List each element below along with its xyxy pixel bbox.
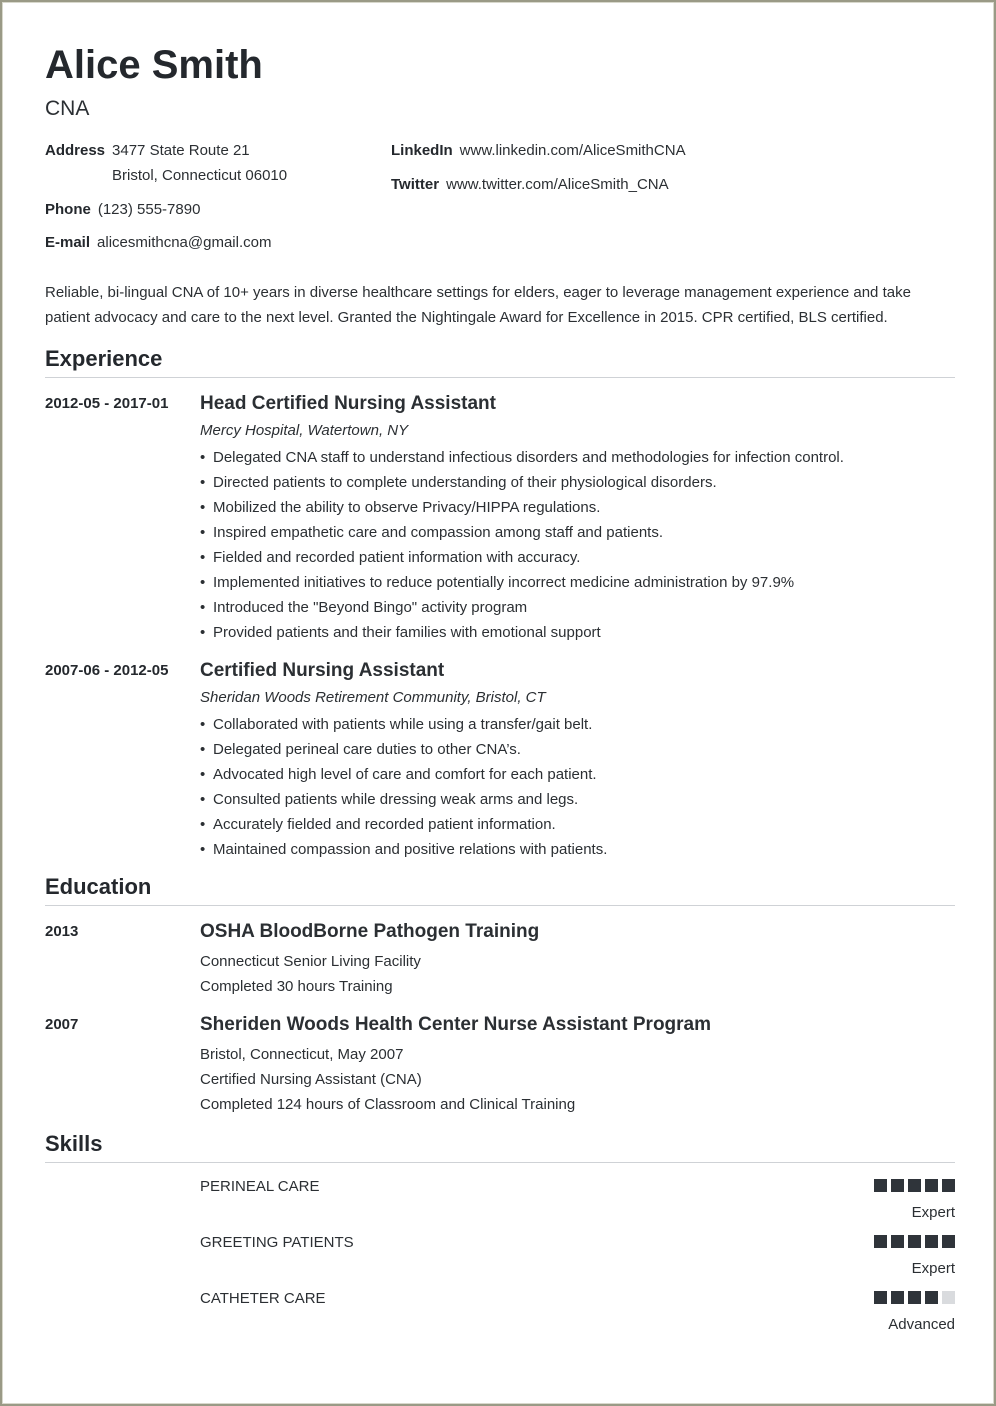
experience-bullet: • Provided patients and their families with emotional support [200,620,955,645]
skill-name: GREETING PATIENTS [200,1234,354,1251]
summary: Reliable, bi-lingual CNA of 10+ years in diverse healthcare settings for elders, eager to leverage management experience and take patient advocacy and care to the next level. Granted the Nightingale Award for Excellence in 2015. CPR certified, BLS certified. [45,284,911,326]
experience-bullet: • Delegated CNA staff to understand infectious disorders and methodologies for infection control. [200,445,955,470]
education-entry [45,1013,955,1117]
education-line: Connecticut Senior Living Facility [200,953,421,970]
address-row [45,142,250,159]
experience-bullet: • Fielded and recorded patient information with accuracy. [200,545,955,570]
experience-entry [45,659,955,862]
experience-bullet: • Accurately fielded and recorded patient information. [200,812,955,837]
skill-rating-dots [874,1291,955,1304]
rating-filled-square-icon [874,1235,887,1248]
experience-bullet: • Introduced the "Beyond Bingo" activity program [200,595,955,620]
phone-value: (123) 555-7890 [97,201,201,218]
experience-body [200,392,955,645]
education-line: Bristol, Connecticut, May 2007 [200,1046,404,1063]
resume-content [45,42,955,1331]
education-title: Sheriden Woods Health Center Nurse Assistant Program [200,1014,712,1035]
experience-title: Head Certified Nursing Assistant [200,393,496,414]
education-year: 2013 [45,923,79,940]
rating-filled-square-icon [908,1179,921,1192]
experience-bullet: • Advocated high level of care and comfort for each patient. [200,762,955,787]
experience-heading: Experience [45,346,955,378]
skills-list [45,1177,955,1331]
candidate-title: CNA [45,97,90,120]
email-row [45,234,271,251]
experience-entry [45,392,955,645]
skill-row [45,1233,955,1275]
education-list [45,920,955,1117]
skill-name: PERINEAL CARE [200,1178,320,1195]
twitter-label: Twitter [391,176,440,193]
education-line: Completed 124 hours of Classroom and Clinical Training [200,1096,576,1113]
skill-level: Expert [911,1204,955,1221]
phone-label: Phone [45,201,91,218]
linkedin-row [391,142,686,159]
skill-rating [755,1177,955,1219]
address-line2-row [112,167,287,184]
education-details [200,1042,955,1117]
skill-spacer [45,1289,200,1331]
experience-company: Sheridan Woods Retirement Community, Bristol, CT [200,689,546,706]
rating-filled-square-icon [891,1179,904,1192]
rating-filled-square-icon [925,1235,938,1248]
rating-filled-square-icon [908,1235,921,1248]
twitter-link[interactable]: www.twitter.com/AliceSmith_CNA [446,176,669,193]
rating-filled-square-icon [874,1179,887,1192]
experience-bullet: • Inspired empathetic care and compassion among staff and patients. [200,520,955,545]
email-label: E-mail [45,234,91,251]
experience-company: Mercy Hospital, Watertown, NY [200,422,409,439]
rating-filled-square-icon [891,1235,904,1248]
experience-bullets [200,712,955,862]
experience-dates: 2012-05 - 2017-01 [45,395,169,412]
skill-level: Expert [911,1260,955,1277]
experience-bullet: • Maintained compassion and positive relations with patients. [200,837,955,862]
skill-rating-dots [874,1235,955,1248]
education-year: 2007 [45,1016,79,1033]
education-body [200,920,955,999]
experience-list [45,392,955,862]
skill-level: Advanced [888,1316,955,1333]
skill-row [45,1289,955,1331]
skill-rating [755,1233,955,1275]
experience-bullet: • Consulted patients while dressing weak arms and legs. [200,787,955,812]
education-title: OSHA BloodBorne Pathogen Training [200,921,540,942]
experience-title: Certified Nursing Assistant [200,660,445,681]
skills-heading: Skills [45,1131,955,1163]
skill-spacer [45,1177,200,1219]
phone-row [45,201,200,218]
address-label: Address [45,142,106,159]
experience-bullet: • Directed patients to complete understanding of their physiological disorders. [200,470,955,495]
email-value[interactable]: alicesmithcna@gmail.com [97,234,272,251]
candidate-name: Alice Smith [45,43,263,87]
experience-body [200,659,955,862]
experience-bullets [200,445,955,645]
experience-bullet: • Collaborated with patients while using a transfer/gait belt. [200,712,955,737]
contact-block [45,142,955,266]
experience-bullet: • Implemented initiatives to reduce potentially incorrect medicine administration by 97.9% [200,570,955,595]
education-body [200,1013,955,1117]
rating-filled-square-icon [942,1235,955,1248]
education-line: Certified Nursing Assistant (CNA) [200,1071,422,1088]
education-entry [45,920,955,999]
rating-empty-square-icon [942,1291,955,1304]
skill-rating [755,1289,955,1331]
rating-filled-square-icon [925,1179,938,1192]
rating-filled-square-icon [891,1291,904,1304]
skill-spacer [45,1233,200,1275]
education-heading: Education [45,874,955,906]
skill-name: CATHETER CARE [200,1290,326,1307]
education-details [200,949,955,999]
rating-filled-square-icon [925,1291,938,1304]
experience-dates: 2007-06 - 2012-05 [45,662,169,679]
linkedin-label: LinkedIn [391,142,453,159]
rating-filled-square-icon [908,1291,921,1304]
experience-bullet: • Delegated perineal care duties to other CNA’s. [200,737,955,762]
skill-row [45,1177,955,1219]
skill-rating-dots [874,1179,955,1192]
education-line: Completed 30 hours Training [200,978,393,995]
address-line1: 3477 State Route 21 [112,142,250,159]
linkedin-link[interactable]: www.linkedin.com/AliceSmithCNA [459,142,686,159]
rating-filled-square-icon [942,1179,955,1192]
experience-bullet: • Mobilized the ability to observe Privacy/HIPPA regulations. [200,495,955,520]
twitter-row [391,176,669,193]
address-line2: Bristol, Connecticut 06010 [112,167,288,184]
rating-filled-square-icon [874,1291,887,1304]
